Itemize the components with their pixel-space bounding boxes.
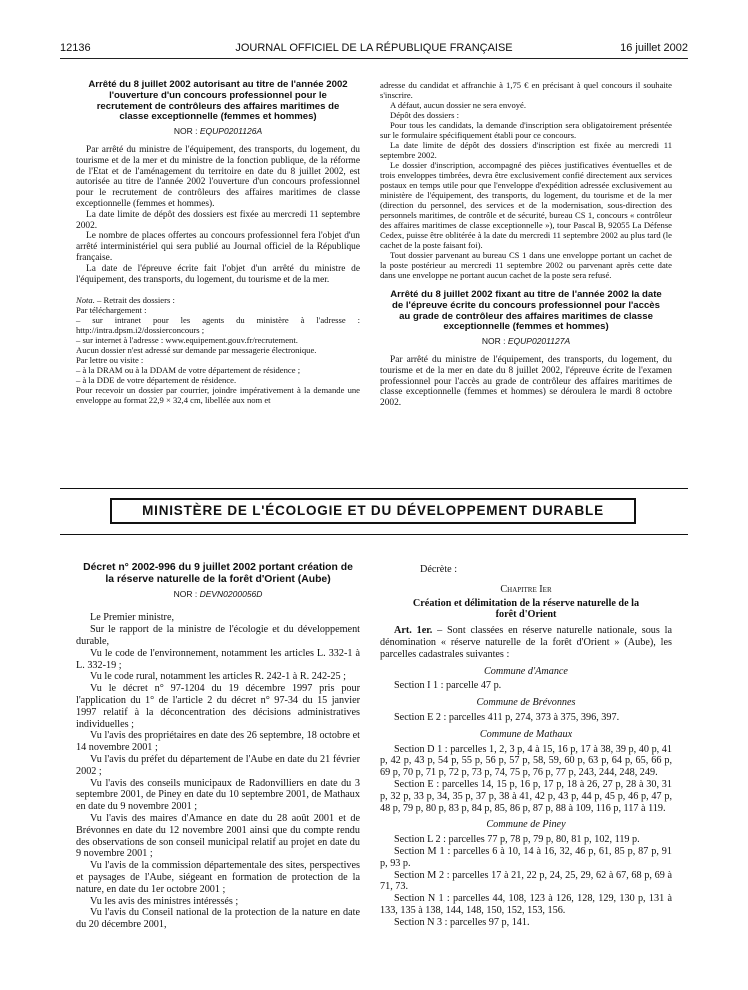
decret-nor: NOR : DEVN0200056D	[173, 588, 263, 599]
note-line: Le dossier d'inscription, accompagné des pièces justificatives éventuelles et de trois enveloppes timbrées, devra être exclusivement confié directement aux services postaux en temps utile pour que l'enveloppe d'expédition adressée exclusivement au ministère de l'équipement, des transports, du logement, du tourisme et de la mer (direction du personnel, des services et de la modernisation, sous-direction des personnels maritimes, de contrôle et de sécurité, bureau CS 1, concours « contrôleur des affaires maritimes de classe exceptionnelle »), tour Pascal B, 92055 La Défense Cedex, puisse être oblitérée à la date du mercredi 11 septembre 2002 au plus tard (le cachet de la poste faisant foi).	[380, 160, 672, 250]
note-line: Tout dossier parvenant au bureau CS 1 dans une enveloppe portant un cachet de la poste postérieur au mercredi 11 septembre 2002 ou parvenant après cette date dans une enveloppe ne portant aucun cachet de la poste sera refusé.	[380, 250, 672, 280]
section-entry: Section E 2 : parcelles 411 p, 274, 373 à 375, 396, 397.	[394, 711, 620, 723]
journal-title: JOURNAL OFFICIEL DE LA RÉPUBLIQUE FRANÇAISE	[235, 42, 513, 54]
chapter-title: Création et délimitation de la réserve naturelle de la forêt d'Orient	[412, 597, 640, 621]
note-line: Aucun dossier n'est adressé sur demande par messagerie électronique.	[76, 345, 317, 356]
arrete-2-nor: NOR : EQUP0201127A	[481, 336, 571, 347]
note-line: – sur intranet pour les agents du ministère à l'adresse : http://intra.dpsm.i2/dossierconcours ;	[76, 315, 360, 336]
note-line: – à la DRAM ou à la DDAM de votre département de résidence ;	[76, 365, 301, 376]
note-heading: Nota. – Retrait des dossiers :	[76, 295, 175, 306]
decrete-label: Décrète :	[420, 564, 458, 575]
decret-visa: Vu l'avis des conseils municipaux de Radonvilliers en date du 3 septembre 2001, de Piney en date du 10 septembre 2001, de Mathaux en date du 9 novembre 2001 ;	[76, 777, 360, 813]
note-line: A défaut, aucun dossier ne sera envoyé.	[390, 100, 527, 110]
note-line: La date limite de dépôt des dossiers d'inscription est fixée au mercredi 11 septembre 2002.	[380, 140, 672, 160]
arrete-1-title: Arrêté du 8 juillet 2002 autorisant au titre de l'année 2002 l'ouverture d'un concours professionnel pour le recrutement de contrôleurs des affaires maritimes de classe exceptionnelle (femmes et hommes)	[88, 79, 348, 123]
arrete-1-note	[76, 295, 360, 405]
arrete-2-paragraph: Par arrêté du ministre de l'équipement, des transports, du logement, du tourisme et de la mer en date du 8 juillet 2002, l'épreuve écrite de l'examen professionnel pour l'accès au grade de contrôleur des affaires maritimes de classe exceptionnelle (femmes et hommes) se déroulera le mardi 8 octobre 2002.	[380, 354, 672, 409]
decret-visa: Vu les avis des ministres intéressés ;	[90, 895, 239, 907]
section-entry: Section N 3 : parcelles 97 p, 141.	[394, 916, 530, 928]
section-entry: Section M 2 : parcelles 17 à 21, 22 p, 24, 25, 29, 62 à 67, 68 p, 69 à 71, 73.	[380, 869, 672, 893]
decret-visa: Vu le décret n° 97-1204 du 19 décembre 1997 pris pour l'application du 1° de l'article 2 du décret n° 97-34 du 15 janvier 1997 relatif à la déconcentration des décisions administratives individuelles ;	[76, 683, 360, 730]
note-line: Par téléchargement :	[76, 305, 147, 316]
arrete-2	[380, 290, 672, 409]
section-entry: Section M 1 : parcelles 6 à 10, 14 à 16, 32, 46 p, 61, 85 p, 87 p, 91 p, 93 p.	[380, 845, 672, 869]
decret-opening: Le Premier ministre,	[90, 612, 175, 624]
banner-rule-bottom	[60, 534, 688, 535]
decret-visa: Vu l'avis des maires d'Amance en date du 28 août 2001 et de Brévonnes en date du 12 novembre 2001 ainsi que du compte rendu des observations de son conseil municipal relatif au projet en date du 9 novembre 2001 ;	[76, 812, 360, 860]
note-line: Par lettre ou visite :	[76, 355, 144, 366]
decret-left	[76, 562, 360, 931]
arrete-1-paragraph: La date limite de dépôt des dossiers est fixée au mercredi 11 septembre 2002.	[76, 209, 360, 231]
arrete-1-nor: NOR : EQUP0201126A	[173, 126, 263, 137]
commune-heading: Commune d'Amance	[484, 665, 568, 677]
note-line: Dépôt des dossiers :	[390, 110, 459, 120]
issue-date: 16 juillet 2002	[620, 42, 688, 54]
note-line: – à la DDE de votre département de résidence.	[76, 375, 237, 386]
page-header	[60, 42, 688, 58]
section-entry: Section N 1 : parcelles 44, 108, 123 à 126, 128, 129, 130 p, 131 à 133, 135 à 138, 144, 148, 150, 152, 153, 156.	[380, 893, 672, 916]
ministry-banner: MINISTÈRE DE L'ÉCOLOGIE ET DU DÉVELOPPEMENT DURABLE	[110, 498, 636, 524]
decret-visa: Vu l'avis du préfet du département de l'Aube en date du 21 février 2002 ;	[76, 753, 360, 777]
decret-visa: Vu l'avis de la commission départementale des sites, perspectives et paysages de l'Aube, siégeant en formation de protection de la nature, en date du 1er octobre 2001 ;	[76, 860, 360, 895]
decret-title: Décret n° 2002-996 du 9 juillet 2002 portant création de la réserve naturelle de la forêt d'Orient (Aube)	[83, 562, 353, 585]
note-line: – sur internet à l'adresse : www.equipement.gouv.fr/recrutement.	[76, 335, 298, 346]
arrete-1-paragraph: Le nombre de places offertes au concours professionnel fera l'objet d'un arrêté interministériel qui sera publié au Journal officiel de la République française.	[76, 231, 360, 263]
decret-right	[380, 564, 672, 929]
commune-heading: Commune de Mathaux	[479, 728, 573, 740]
section-entry: Section I 1 : parcelle 47 p.	[394, 680, 502, 692]
note-line: Pour tous les candidats, la demande d'inscription sera obligatoirement présentée sur le formulaire spécifiquement établi pour ce concours.	[380, 120, 672, 140]
commune-heading: Commune de Brévonnes	[476, 697, 576, 709]
decret-visa: Vu le code de l'environnement, notamment les articles L. 332-1 à L. 332-19 ;	[76, 647, 360, 671]
note-line: Pour recevoir un dossier par courrier, joindre impérativement à la demande une enveloppe au format 22,9 × 32,4 cm, libellée aux nom et	[76, 385, 360, 406]
banner-rule-top	[60, 488, 688, 489]
header-rule	[60, 58, 688, 59]
note-line: adresse du candidat et affranchie à 1,75 € en précisant à quel concours il souhaite s'inscrire.	[380, 80, 672, 100]
arrete-1-paragraph: Par arrêté du ministre de l'équipement, des transports, du logement, du tourisme et de la mer et du ministre de la fonction publique, de la réforme de l'Etat et de l'aménagement du territoire en date du 8 juillet 2002, est autorisée au titre de l'année 2002 l'ouverture d'un concours professionnel pour le recrutement de contrôleurs des affaires maritimes de classe exceptionnelle (femmes et hommes).	[76, 144, 360, 209]
decret-visa: Sur le rapport de la ministre de l'écologie et du développement durable,	[76, 624, 360, 647]
arrete-1-paragraph: La date de l'épreuve écrite fait l'objet d'un arrêté du ministre de l'équipement, des transports, du logement, du tourisme et de la mer.	[76, 263, 360, 285]
page-number: 12136	[60, 42, 91, 54]
decret-visa: Vu l'avis des propriétaires en date des 26 septembre, 18 octobre et 14 novembre 2001 ;	[76, 730, 360, 754]
section-entry: Section D 1 : parcelles 1, 2, 3 p, 4 à 15, 16 p, 17 à 38, 39 p, 40 p, 41 p, 42 p, 43 p, 54 p, 55 p, 56 p, 57 p, 58, 59, 60 p, 63 p, 64 p, 65, 66 p, 69 p, 70 p, 71 p, 72 p, 73 p, 74, 75 p, 76 p, 77 p, 243, 244, 248, 249.	[380, 743, 672, 779]
commune-heading: Commune de Piney	[486, 819, 566, 831]
section-entry: Section L 2 : parcelles 77 p, 78 p, 79 p, 80, 81 p, 102, 119 p.	[394, 834, 640, 846]
decret-visa: Vu le code rural, notamment les articles R. 242-1 à R. 242-25 ;	[90, 671, 346, 683]
section-entry: Section E : parcelles 14, 15 p, 16 p, 17 p, 18 à 26, 27 p, 28 à 30, 31 p, 32 p, 33 p, 34, 35 p, 37 p, 38 à 41, 42 p, 43 p, 44 p, 45 p, 46 p, 47 p, 48 p, 79 p, 80 p, 83 p, 84 p, 85, 86 p, 87 p, 88 à 109, 116 p, 117 à 119.	[380, 778, 672, 814]
decret-visa: Vu l'avis du Conseil national de la protection de la nature en date du 20 décembre 2001,	[76, 907, 360, 931]
right-column-top	[380, 80, 672, 409]
arrete-1	[76, 80, 360, 405]
arrete-2-title: Arrêté du 8 juillet 2002 fixant au titre de l'année 2002 la date de l'épreuve écrite du concours professionnel pour l'accès au grade de contrôleur des affaires maritimes de classe exceptionnelle (femmes et hommes)	[390, 289, 662, 333]
note-continued	[380, 80, 672, 280]
chapter-label: Chapitre Ier	[500, 583, 552, 595]
article-1: Art. 1er. – Sont classées en réserve naturelle nationale, sous la dénomination « réserve naturelle de la forêt d'Orient » (Aube), les parcelles cadastrales suivantes :	[380, 625, 672, 660]
